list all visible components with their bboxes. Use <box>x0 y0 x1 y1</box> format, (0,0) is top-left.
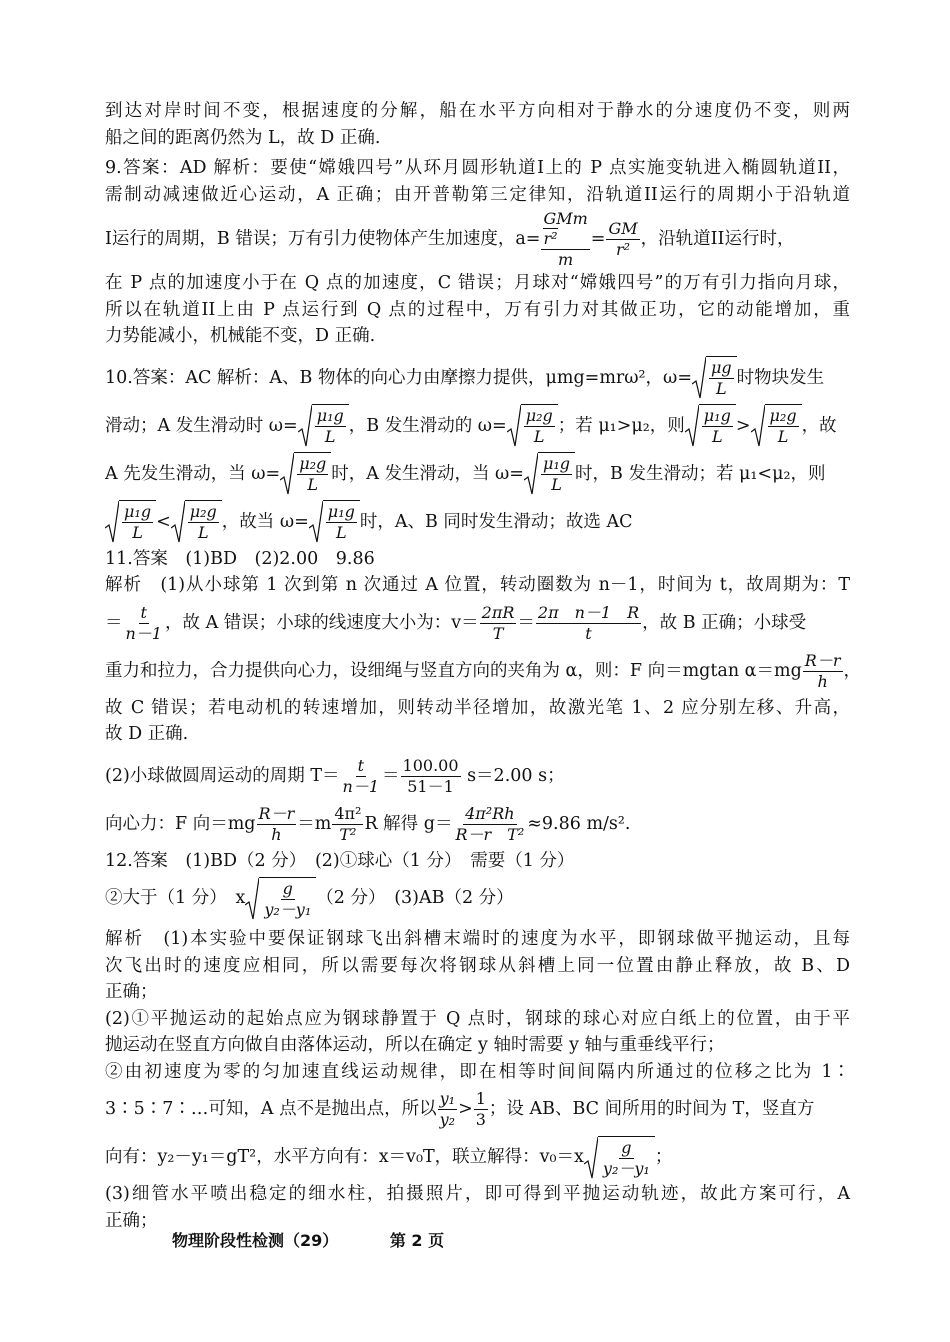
math-text: GM <box>608 219 638 238</box>
text-segment: ≈9.86 m/s². <box>527 813 631 834</box>
fraction <box>401 756 461 797</box>
fraction <box>709 358 734 399</box>
math-text: R－r T² <box>455 824 525 844</box>
answer-10-line <box>105 402 850 450</box>
math-text: μ₁g <box>703 406 731 425</box>
answer-12-line <box>105 1133 850 1181</box>
math-text: L <box>132 523 143 542</box>
text-segment: ②大于（1 分） x <box>105 888 246 908</box>
text-segment: ； <box>654 1147 673 1167</box>
math-text: μ₂g <box>189 502 217 521</box>
math-text: m <box>558 250 574 269</box>
answer-11-line <box>105 647 861 695</box>
answer-9-line: 所以在轨道II上由 P 点运行到 Q 点的过程中，万有引力对其做正功，它的动能增加，重 <box>105 299 850 320</box>
text-segment: 时，A、B 同时发生滑动；故选 AC <box>359 511 633 532</box>
answer-9-line: 在 P 点的加速度小于在 Q 点的加速度，C 错误；月球对“嫦娥四号”的万有引力指向月球， <box>105 273 850 293</box>
text-segment: 向心力：F 向＝mg <box>105 813 256 834</box>
fraction <box>524 406 555 447</box>
math-text: t <box>585 623 592 643</box>
text-line: 船之间的距离仍然为 L，故 D 正确. <box>105 127 381 148</box>
answer-11-line: 解析 (1)从小球第 1 次到第 n 次通过 A 位置，转动圈数为 n－1，时间为 t，故周期为：T <box>105 575 850 595</box>
fraction <box>601 1138 652 1179</box>
text-segment: ＝ <box>382 765 400 786</box>
answer-12-line: 正确； <box>105 982 158 1002</box>
answer-12-line <box>105 1085 850 1133</box>
sqrt <box>507 404 558 448</box>
text-segment: ， <box>843 660 861 681</box>
text-segment: < <box>156 511 171 532</box>
sqrt <box>298 404 349 448</box>
math-text: 4π²Rh <box>465 803 515 823</box>
math-text: y₁ <box>439 1089 456 1108</box>
fraction <box>262 879 313 920</box>
fraction <box>257 804 297 845</box>
text-segment: 滑动；A 发生滑动时 ω= <box>105 415 298 436</box>
math-text: T <box>492 623 504 643</box>
text-segment: 3∶5∶7∶…可知，A 点不是抛出点，所以 <box>105 1099 437 1119</box>
text-segment: 时，B 发生滑动；若 μ₁<μ₂，则 <box>575 463 826 484</box>
fraction <box>326 502 357 543</box>
text-segment: ＝ <box>517 612 535 633</box>
answer-10-line <box>105 354 850 402</box>
fraction <box>332 804 363 845</box>
sqrt <box>524 452 575 496</box>
answer-10-line <box>105 498 850 546</box>
text-segment: R 解得 g＝ <box>364 813 453 834</box>
text-segment: ，故 A 错误；小球的线速度大小为：v＝ <box>165 612 479 633</box>
math-text: μ₂g <box>769 406 797 425</box>
fraction <box>315 406 346 447</box>
sqrt <box>105 500 156 544</box>
fraction <box>453 804 526 845</box>
answer-12-line: 次飞出时的速度应相同，所以需要每次将钢球从斜槽上同一位置由静止释放，故 B、D <box>105 955 850 976</box>
math-text: n－1 <box>125 623 162 643</box>
footer-title: 物理阶段性检测（29） <box>172 1231 339 1250</box>
fraction <box>536 603 641 644</box>
text-segment: 时，A 发生滑动，当 ω= <box>331 463 524 484</box>
math-text: μg <box>711 358 732 377</box>
text-line: 到达对岸时间不变，根据速度的分解，船在水平方向相对于静水的分速度仍不变，则两 <box>105 101 850 121</box>
text-segment: （2 分） (3)AB（2 分） <box>316 888 514 908</box>
math-text: r² <box>543 229 558 248</box>
page-footer <box>172 1228 444 1251</box>
text-segment: ；设 AB、BC 间所用的时间为 T，竖直方 <box>488 1099 815 1119</box>
answer-11-line: 故 C 错误；若电动机的转速增加，则转动半径增加，故激光笔 1、2 应分别左移、升高， <box>105 697 850 718</box>
answer-9-line: 9.答案：AD 解析：要使“嫦娥四号”从环月圆形轨道I上的 P 点实施变轨进入椭圆轨道II， <box>105 158 850 178</box>
answer-11-line <box>105 752 850 800</box>
text-segment: > <box>458 1099 473 1119</box>
text-segment: (2)小球做圆周运动的周期 T＝ <box>105 765 340 786</box>
fraction <box>438 1089 457 1130</box>
text-segment: I运行的周期，B 错误；万有引力使物体产生加速度，a= <box>105 229 541 249</box>
math-text: L <box>777 427 789 446</box>
math-text: L <box>324 427 336 446</box>
math-text: 4π² <box>334 803 362 823</box>
math-text: 51－1 <box>407 776 454 796</box>
text-segment: ，故 B 正确；小球受 <box>642 612 807 633</box>
math-text: μ₁g <box>327 502 355 521</box>
math-text: L <box>307 475 319 494</box>
sqrt <box>309 500 360 544</box>
fraction <box>188 502 219 543</box>
text-segment: ，B 发生滑动的 ω= <box>348 415 507 436</box>
math-text: 2πR <box>481 602 515 622</box>
fraction <box>541 454 572 495</box>
answer-9-line: 需制动减速做近心运动，A 正确；由开普勒第三定律知，沿轨道II运行的周期小于沿轨道 <box>105 184 850 205</box>
math-text: t <box>357 755 364 775</box>
text-segment: ，故 <box>801 415 837 436</box>
answer-11-line <box>105 800 850 848</box>
answer-12-line: 抛运动在竖直方向做自由落体运动，所以在确定 y 轴时需要 y 轴与重垂线平行； <box>105 1035 725 1055</box>
text-segment: 重力和拉力，合力提供向心力，设细绳与竖直方向的夹角为 α，则：F 向＝mgtan α＝mg <box>105 660 802 681</box>
fraction <box>702 406 733 447</box>
math-text: n－1 <box>342 776 380 796</box>
fraction <box>480 603 517 644</box>
answer-12-heading: 12.答案 (1)BD（2 分） (2)①球心（1 分） 需要（1 分） <box>105 850 575 871</box>
sqrt <box>584 1136 655 1180</box>
text-segment: ，沿轨道II运行时， <box>640 229 795 249</box>
answer-9-line: 力势能减小，机械能不变，D 正确. <box>105 326 376 346</box>
text-segment: ，故当 ω= <box>221 511 309 532</box>
text-segment: > <box>735 415 751 436</box>
math-text: 3 <box>475 1110 486 1129</box>
math-text: μ₂g <box>525 406 553 425</box>
answer-12-line: 解析 (1)本实验中要保证钢球飞出斜槽末端时的速度为水平，即钢球做平抛运动，且每 <box>105 929 850 949</box>
text-segment: 向有：y₂－y₁＝gT²，水平方向有：x＝v₀T，联立解得：v₀＝x <box>105 1147 584 1167</box>
answer-12-line: 正确； <box>105 1210 158 1231</box>
fraction <box>124 603 165 644</box>
text-segment: A 先发生滑动，当 ω= <box>105 463 281 484</box>
fraction <box>474 1089 488 1130</box>
math-text: 2π n－1 R <box>537 602 640 622</box>
math-text: μ₁g <box>124 502 152 521</box>
answer-10-line <box>105 450 850 498</box>
fraction <box>297 454 328 495</box>
answer-9-formula-line <box>105 208 850 270</box>
fraction <box>341 756 382 797</box>
math-text: μ₁g <box>316 406 344 425</box>
math-text: T² <box>339 824 357 844</box>
fraction <box>606 219 639 260</box>
sqrt <box>692 356 737 400</box>
math-text: y₂ <box>439 1110 456 1129</box>
math-text: g <box>282 878 293 898</box>
math-text: L <box>716 379 727 398</box>
math-text: L <box>711 427 723 446</box>
text-segment: ＝m <box>297 813 332 834</box>
fraction <box>541 209 589 270</box>
math-text: y₂－y₁ <box>264 899 312 919</box>
math-text: h <box>817 671 828 691</box>
page-number: 第 2 页 <box>389 1231 445 1250</box>
sqrt <box>280 452 331 496</box>
answer-11-line: 故 D 正确. <box>105 724 189 744</box>
sqrt <box>751 404 802 448</box>
fraction <box>768 406 799 447</box>
math-text: L <box>533 427 545 446</box>
math-text: R－r <box>804 650 841 670</box>
text-segment: s＝2.00 s； <box>461 765 565 786</box>
math-text: R－r <box>258 803 295 823</box>
text-segment: ＝ <box>105 612 123 633</box>
math-text: 100.00 <box>402 755 459 775</box>
sqrt <box>245 877 316 921</box>
answer-12-line <box>105 874 850 922</box>
fraction <box>122 502 153 543</box>
math-text: h <box>271 824 282 844</box>
math-text: y₂－y₁ <box>602 1158 650 1178</box>
math-text: GMm <box>543 209 588 228</box>
fraction <box>803 651 843 692</box>
sqrt <box>685 404 736 448</box>
answer-12-line: (2)①平抛运动的起始点应为钢球静置于 Q 点时，钢球的球心对应白纸上的位置，由于平 <box>105 1008 850 1029</box>
math-text: t <box>140 602 147 622</box>
answer-11-heading: 11.答案 (1)BD (2)2.00 9.86 <box>105 548 375 569</box>
text-segment: 10.答案：AC 解析：A、B 物体的向心力由摩擦力提供，μmg=mrω²，ω= <box>105 367 692 388</box>
answer-11-line <box>105 599 850 647</box>
math-text: r² <box>616 240 631 259</box>
math-text: μ₁g <box>542 454 571 473</box>
math-text: μ₂g <box>299 454 327 473</box>
sqrt <box>171 500 222 544</box>
math-text: L <box>336 523 347 542</box>
math-text: = <box>590 229 606 249</box>
math-text: L <box>551 475 562 494</box>
math-text: g <box>621 1137 632 1157</box>
math-text: L <box>197 523 209 542</box>
math-text: 1 <box>475 1089 486 1108</box>
document-body <box>105 98 861 1234</box>
answer-12-line: ②由初速度为零的匀加速直线运动规律，即在相等时间间隔内所通过的位移之比为 1∶ <box>105 1061 850 1082</box>
text-segment: ；若 μ₁>μ₂，则 <box>557 415 685 436</box>
text-segment: 时物块发生 <box>736 367 825 388</box>
answer-12-line: (3)细管水平喷出稳定的细水柱，拍摄照片，即可得到平抛运动轨迹，故此方案可行，A <box>105 1184 850 1204</box>
